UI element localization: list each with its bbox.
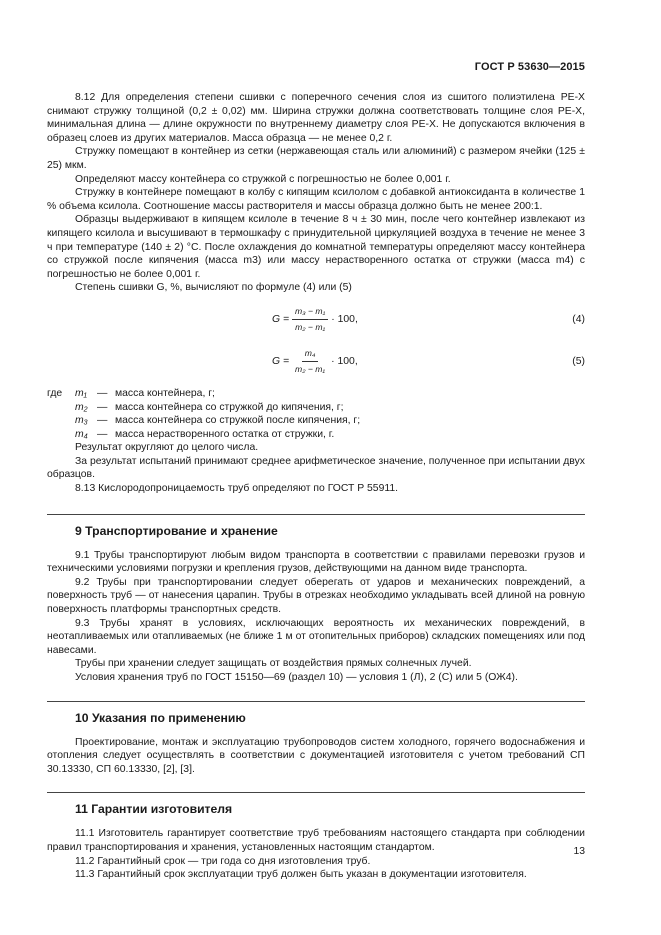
- legend-symbol: m₄: [75, 428, 88, 440]
- formula-lhs: G =: [272, 356, 290, 368]
- legend-symbol: m₂: [75, 401, 88, 413]
- paragraph: Образцы выдерживают в кипящем ксилоле в течение 8 ч ± 30 мин, после чего контейнер извлекают из кипящего ксилола и высушивают в термошкафу с принудительной циркуляцией воздуха в течение не менее 3 ч при температуре (140 ± 2) °С. После охлаждения до комнатной температуры определяют массу контейнера со стружкой после кипячения (масса m3) или массу нерастворенного остатка от стружки (масса m4) с погрешностью не более 0,001 г.: [47, 214, 585, 280]
- paragraph: 8.12 Для определения степени сшивки с поперечного сечения слоя из сшитого полиэтилена PE-X снимают стружку толщиной (0,2 ± 0,02) мм. Ширина стружки должна соответствовать толщине слоя PE-X, минимальная длина — длине окружности по внутреннему диаметру слоя PE-X. Не допускаются включения в образец слоев из других материалов. Масса образца — не менее 0,2 г.: [47, 92, 585, 144]
- paragraph: Трубы при хранении следует защищать от воздействия прямых солнечных лучей.: [75, 658, 472, 670]
- formula-legend: [47, 387, 585, 441]
- legend-text: масса контейнера со стружкой до кипячения, г;: [115, 401, 344, 413]
- paragraph: Степень сшивки G, %, вычисляют по формуле (4) или (5): [75, 282, 352, 294]
- paragraph: 11.3 Гарантийный срок эксплуатации труб должен быть указан в документации изготовителя.: [75, 869, 527, 881]
- fraction-denominator: m₂ − m₁: [295, 364, 326, 375]
- formula-number: (4): [572, 313, 585, 325]
- section-divider: [47, 792, 585, 793]
- formula-tail: · 100,: [331, 314, 358, 326]
- page-number: 13: [573, 846, 585, 857]
- formula-number: (5): [572, 355, 585, 367]
- paragraph: 8.13 Кислородопроницаемость труб определяют по ГОСТ Р 55911.: [75, 483, 399, 495]
- legend-row: m₃ — масса контейнера со стружкой после кипячения, г;: [75, 415, 361, 427]
- paragraph: Стружку помещают в контейнер из сетки (нержавеющая сталь или алюминий) с размером ячейки (125 ± 25) мкм.: [47, 146, 585, 171]
- formula-lhs: G =: [272, 314, 290, 326]
- fraction-denominator: m₂ − m₁: [295, 322, 326, 333]
- fraction: [292, 347, 328, 377]
- fraction: [292, 305, 328, 335]
- paragraph: Условия хранения труб по ГОСТ 15150—69 (раздел 10) — условия 1 (Л), 2 (С) или 5 (ОЖ4).: [75, 672, 518, 683]
- paragraph: Результат округляют до целого числа.: [75, 442, 259, 454]
- paragraph: За результат испытаний принимают среднее арифметическое значение, полученное при испытании двух образцов.: [47, 455, 585, 481]
- legend-row: где m₁ — масса контейнера, г;: [47, 387, 215, 399]
- paragraph: Проектирование, монтаж и эксплуатацию трубопроводов систем холодного, горячего водоснабжения и отопления следует осуществлять в соответствии с документацией изготовителя с учетом требований СП 30.13330, СП 60.13330, [2], [3].: [47, 736, 585, 775]
- document-page: [47, 0, 585, 935]
- paragraph: Стружку в контейнере помещают в колбу с кипящим ксилолом с добавкой антиоксиданта в количестве 1 % объема ксилола. Соотношение массы растворителя и массы образца должно быть не менее 200:1.: [47, 187, 585, 212]
- fraction-numerator: m₄: [302, 347, 319, 363]
- document-header: ГОСТ Р 53630—2015: [474, 61, 585, 73]
- formula-5: [47, 343, 585, 381]
- legend-symbol: m₁: [75, 387, 87, 399]
- paragraph: 9.2 Трубы при транспортировании следует оберегать от ударов и механических повреждений, а поверхность труб — от нанесения царапин. Трубы в отрезках необходимо укладывать всей длиной на ровную поверхность платформы транспортных средств.: [47, 576, 585, 616]
- paragraph: 9.1 Трубы транспортируют любым видом транспорта в соответствии с правилами перевозки грузов и техническими условиями погрузки и крепления грузов, действующими на данном виде транспорта.: [47, 549, 585, 575]
- paragraph: 11.1 Изготовитель гарантирует соответствие труб требованиям настоящего стандарта при соблюдении правил транспортирования и хранения, установленных настоящим стандартом.: [47, 828, 585, 853]
- document-body: [47, 91, 585, 882]
- legend-row: m₄ — масса нерастворенного остатка от стружки, г.: [75, 428, 335, 440]
- fraction-numerator: m₃ − m₁: [292, 305, 328, 321]
- section-divider: [47, 514, 585, 515]
- section-divider: [47, 701, 585, 702]
- section-11-title: 11 Гарантии изготовителя: [75, 802, 233, 817]
- section-10-title: 10 Указания по применению: [75, 710, 246, 725]
- legend-row: m₂ — масса контейнера со стружкой до кипячения, г;: [75, 401, 344, 413]
- paragraph: 11.2 Гарантийный срок — три года со дня изготовления труб.: [75, 855, 371, 867]
- section-9-title: 9 Транспортирование и хранение: [75, 523, 278, 538]
- formula-4: [47, 301, 585, 339]
- legend-text: масса нерастворенного остатка от стружки, г.: [115, 428, 335, 440]
- legend-where: где: [47, 387, 63, 399]
- legend-text: масса контейнера, г;: [115, 387, 215, 399]
- paragraph: 9.3 Трубы хранят в условиях, исключающих вероятность их механических повреждений, в неотапливаемых или отапливаемых (не ближе 1 м от отопительных приборов) складских помещениях или под навесами.: [47, 617, 585, 656]
- paragraph: Определяют массу контейнера со стружкой с погрешностью не более 0,001 г.: [75, 173, 451, 185]
- legend-symbol: m₃: [75, 415, 88, 427]
- formula-tail: · 100,: [331, 356, 358, 368]
- legend-text: масса контейнера со стружкой после кипячения, г;: [115, 415, 361, 427]
